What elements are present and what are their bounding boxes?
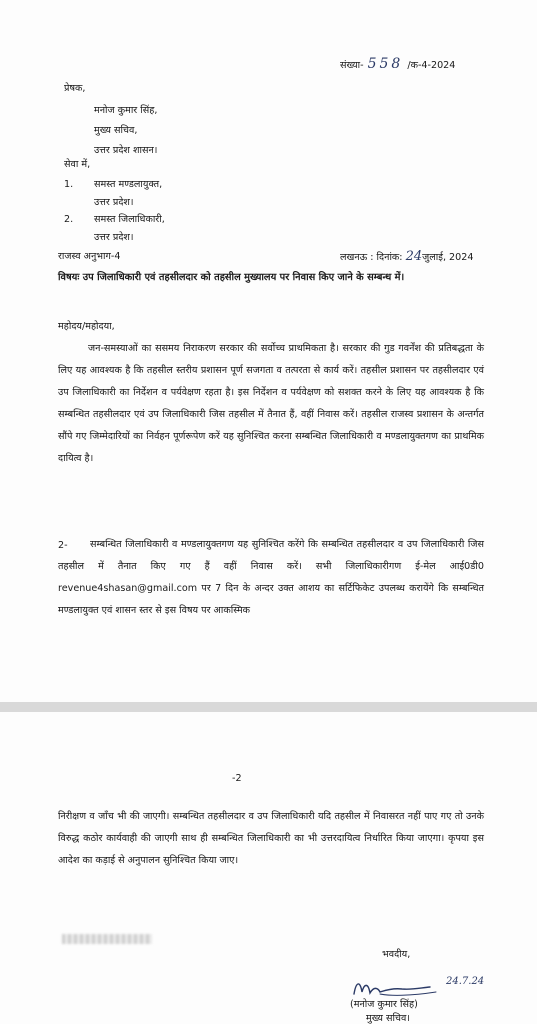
recipient-number: 2.	[64, 214, 74, 225]
department: राजस्व अनुभाग-4	[58, 251, 121, 262]
to-label: सेवा में,	[64, 159, 91, 170]
date-handwritten: 24	[405, 249, 423, 264]
paragraph-1: जन-समस्याओं का ससमय निराकरण सरकार की सर्वोच्च प्राथमिकता है। सरकार की गुड गवर्नेंश की प्रतिबद्धता के लिए यह आवश्यक है कि तहसील स्तरीय प्रशासन पूर्ण सजगता व तत्परता से कार्य करें। तहसील प्रशासन पर तहसीलदार एवं उप जिलाधिकारी का निर्देशन व पर्यवेक्षण रहता है। इस निर्देशन व पर्यवेक्षण को सशक्त करने के लिए यह आवश्यक है कि सम्बन्धित तहसीलदार एवं उप जिलाधिकारी जिस तहसील में तैनात हैं, वहीं निवास करें। तहसील राजस्व प्रशासन के अन्तर्गत सौंपे गए जिम्मेदारियों का निर्वहन पूर्णरूपेण करें यह सुनिश्चित करना सम्बन्धित जिलाधिकारी व मण्डलायुक्तगण का प्राथमिक दायित्व है।	[58, 343, 484, 464]
signer-name: (मनोज कुमार सिंह)	[350, 999, 418, 1010]
recipient-line: समस्त जिलाधिकारी,	[94, 214, 165, 225]
recipient-number: 1.	[64, 179, 74, 190]
sender-name: मनोज कुमार सिंह,	[94, 105, 158, 116]
recipient-line: समस्त मण्डलायुक्त,	[94, 179, 163, 190]
paragraph-continued: निरीक्षण व जाँच भी की जाएगी। सम्बन्धित तहसीलदार व उप जिलाधिकारी यदि तहसील में निवासरत नहीं पाए गए तो उनके विरुद्ध कठोर कार्यवाही की जाएगी साथ ही सम्बन्धित जिलाधिकारी का भी उत्तरदायित्व निर्धारित किया जाएगा। कृपया इस आदेश का कड़ाई से अनुपालन सुनिश्चित किया जाए।	[58, 811, 484, 866]
date-suffix: जुलाई, 2024	[422, 252, 474, 263]
subject-line: विषयः उप जिलाधिकारी एवं तहसीलदार को तहसील मुख्यालय पर निवास किए जाने के सम्बन्ध में।	[58, 272, 405, 283]
recipient-line: उत्तर प्रदेश।	[94, 232, 134, 243]
redacted-mark	[62, 934, 152, 944]
salutation: महोदय/महोदया,	[58, 321, 115, 332]
from-label: प्रेषक,	[64, 83, 86, 94]
paragraph-2: सम्बन्धित जिलाधिकारी व मण्डलायुक्तगण यह सुनिश्चित करेंगे कि सम्बन्धित तहसीलदार व उप जिलाधिकारी जिस तहसील में तैनात किए गए हैं वहीं निवास करें। सभी जिलाधिकारीगण ई-मेल आई0डी0 revenue4shasan@gmail.com पर 7 दिन के अन्दर उक्त आशय का सर्टिफिकेट उपलब्ध करायेंगे कि सम्बन्धित मण्डलायुक्त एवं शासन स्तर से इस विषय पर आकस्मिक	[58, 539, 484, 616]
recipient-line: उत्तर प्रदेश।	[94, 197, 134, 208]
sender-designation: मुख्य सचिव,	[94, 125, 138, 136]
paragraph-2-number: 2-	[58, 540, 68, 551]
date-prefix: लखनऊ : दिनांक:	[340, 252, 403, 263]
closing: भवदीय,	[382, 949, 411, 960]
reference-prefix: संख्या-	[340, 60, 364, 71]
letter-date	[340, 250, 473, 264]
reference-number	[340, 58, 455, 72]
signer-designation: मुख्य सचिव।	[366, 1013, 410, 1024]
reference-suffix: /क-4-2024	[407, 60, 456, 71]
sender-org: उत्तर प्रदेश शासन।	[94, 145, 158, 156]
letter-page-2	[0, 712, 537, 1024]
reference-number-handwritten: 558	[367, 56, 404, 72]
signature-date: 24.7.24	[446, 976, 485, 987]
page-number: -2	[232, 773, 242, 784]
